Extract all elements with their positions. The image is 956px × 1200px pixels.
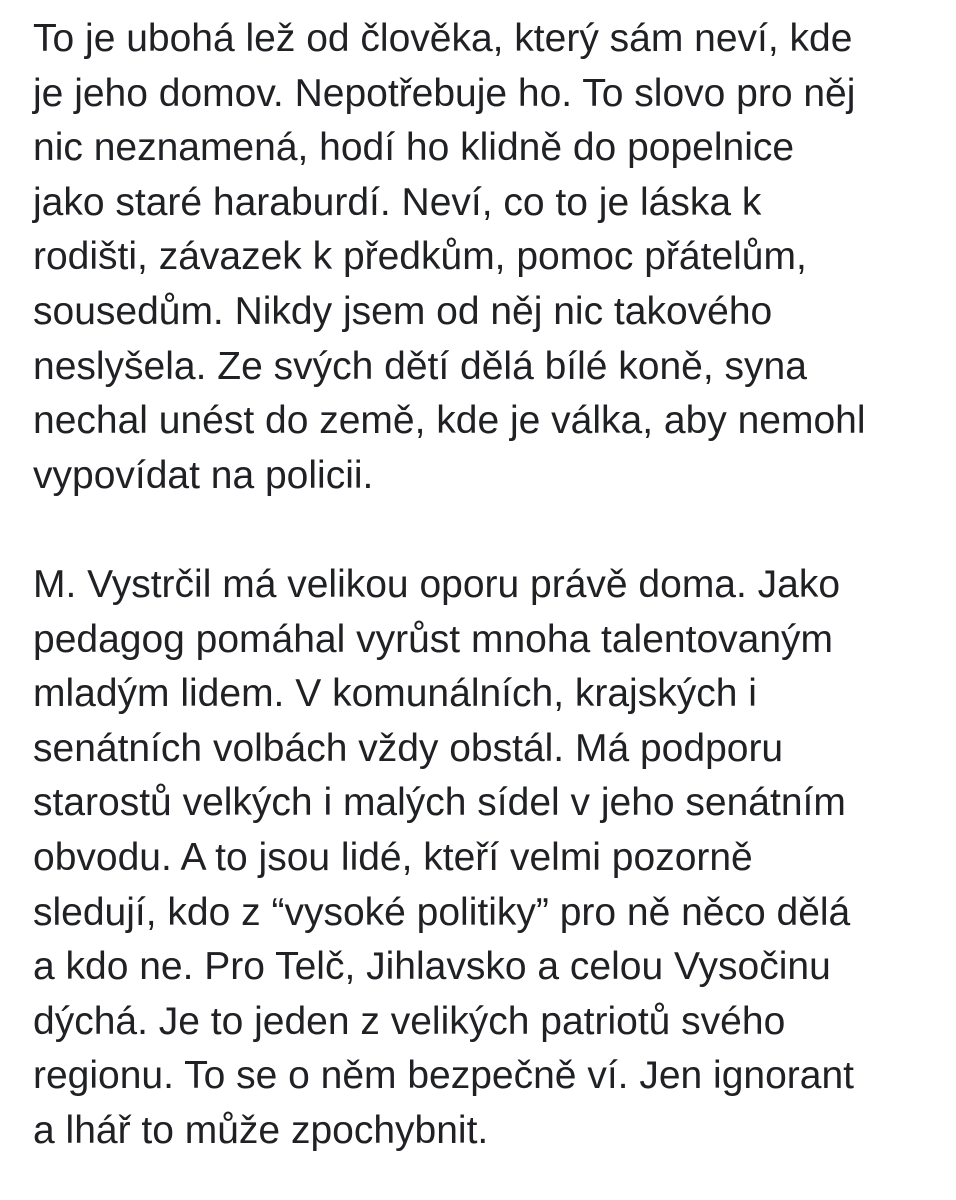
post-body: [33, 12, 933, 1158]
paragraph-spacer: [33, 503, 933, 558]
post-paragraph-2: M. Vystrčil má velikou oporu právě doma. Jako pedagog pomáhal vyrůst mnoha talentovaným mladým lidem. V komunálních, krajských i senátních volbách vždy obstál. Má podporu starostů velkých i malých sídel v jeho senátním obvodu. A to jsou lidé, kteří velmi pozorně sledují, kdo z “vysoké politiky” pro ně něco dělá a kdo ne. Pro Telč, Jihlavsko a celou Vysočinu dýchá. Je to jeden z velikých patriotů svého regionu. To se o něm bezpečně ví. Jen ignorant a lhář to může zpochybnit.: [33, 562, 854, 1152]
post-paragraph-1: To je ubohá lež od člověka, který sám neví, kde je jeho domov. Nepotřebuje ho. To slovo pro něj nic neznamená, hodí ho klidně do popelnice jako staré haraburdí. Neví, co to je láska k rodišti, závazek k předkům, pomoc přátelům, sousedům. Nikdy jsem od něj nic takového neslyšela. Ze svých dětí dělá bílé koně, syna nechal unést do země, kde je válka, aby nemohl vypovídat na policii.: [33, 17, 866, 497]
